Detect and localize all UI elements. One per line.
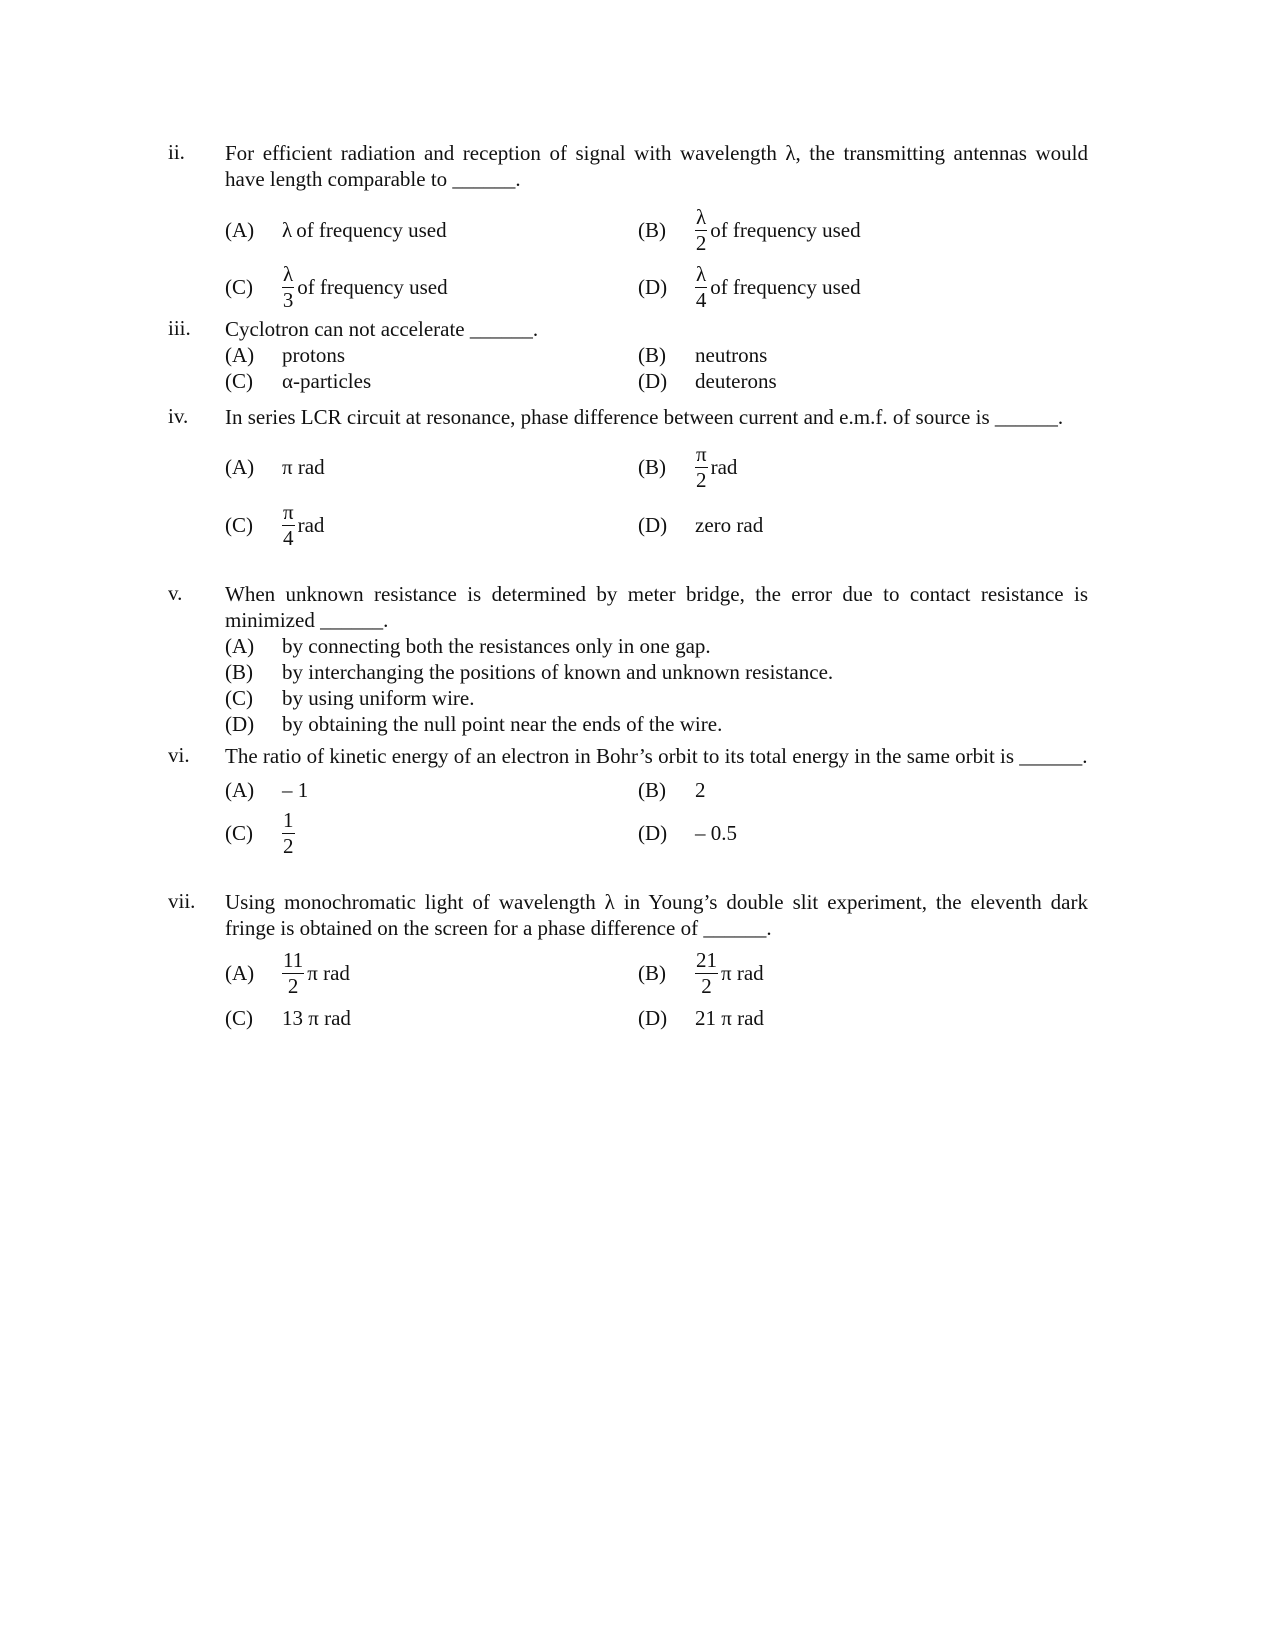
option-b (638, 775, 1088, 805)
fraction-numerator: λ (283, 262, 294, 286)
option-label: (C) (225, 368, 253, 393)
options-grid (225, 945, 1088, 1035)
question-stem: When unknown resistance is determined by meter bridge, the error due to contact resistance is minimized ______. (225, 582, 1088, 632)
option-label: (C) (225, 275, 253, 299)
fraction (282, 807, 295, 858)
options-grid (225, 202, 1088, 316)
option-a (225, 342, 638, 368)
fraction-denominator: 4 (283, 525, 294, 550)
option-text: rad (710, 454, 738, 479)
question-number: iii. (168, 316, 191, 340)
option-label: (A) (225, 633, 255, 658)
option-text: π rad (307, 960, 350, 985)
question-body (225, 316, 1088, 394)
question-iv (168, 404, 1088, 554)
option-a (225, 202, 638, 259)
question-number: ii. (168, 140, 185, 164)
option-label: (D) (638, 368, 668, 393)
option-text: rad (297, 512, 325, 537)
fraction (695, 441, 708, 492)
option-label: (A) (225, 454, 255, 479)
question-stem: For efficient radiation and reception of signal with wavelength λ, the transmitting antennas would have length comparable to ______. (225, 141, 1088, 191)
question-vii (168, 889, 1088, 1035)
option-a (225, 945, 638, 1001)
fraction-denominator: 4 (695, 288, 707, 312)
option-d (638, 1001, 1088, 1035)
fraction-numerator: π (696, 441, 707, 466)
option-label: (A) (225, 777, 255, 802)
fraction-denominator: 3 (282, 288, 294, 312)
fraction-denominator: 2 (696, 467, 707, 492)
option-text: π rad (282, 454, 325, 479)
fraction-numerator: 11 (283, 947, 304, 972)
option-label: (B) (225, 659, 253, 684)
option-label: (A) (225, 342, 255, 367)
question-number: vii. (168, 889, 196, 913)
option-text: π rad (721, 960, 764, 985)
option-label: (C) (225, 820, 253, 845)
question-body (225, 140, 1088, 316)
option-label: (D) (638, 275, 668, 299)
option-text: by obtaining the null point near the ends of the wire. (282, 711, 723, 736)
option-text: – 1 (282, 777, 309, 802)
option-label: (A) (225, 960, 255, 985)
option-label: (B) (638, 960, 666, 985)
option-b (638, 202, 1088, 259)
question-number: iv. (168, 404, 189, 428)
question-stem: Cyclotron can not accelerate ______. (225, 317, 539, 341)
option-c (225, 805, 638, 861)
option-c (225, 496, 638, 554)
question-body (225, 581, 1088, 737)
fraction (282, 499, 295, 550)
option-label: (B) (638, 454, 666, 479)
question-number: v. (168, 581, 183, 605)
question-stem: Using monochromatic light of wavelength λ in Young’s double slit experiment, the eleventh dark fringe is obtained on the screen for a phase difference of ______. (225, 890, 1088, 940)
option-symbol: λ (282, 218, 293, 242)
option-a (225, 775, 638, 805)
option-c (225, 259, 638, 316)
option-text: neutrons (695, 342, 768, 367)
option-label: (B) (638, 777, 666, 802)
option-d (225, 711, 1088, 737)
fraction (695, 947, 718, 998)
fraction-numerator: π (283, 499, 294, 524)
question-number: vi. (168, 743, 190, 767)
question-body (225, 404, 1088, 554)
option-label: (D) (225, 711, 255, 736)
options-grid (225, 775, 1088, 861)
option-c (225, 368, 638, 394)
option-b (225, 659, 1088, 685)
question-iii (168, 316, 1088, 394)
option-a (225, 438, 638, 496)
option-text: 21 π rad (695, 1005, 764, 1030)
option-b (638, 438, 1088, 496)
option-text: of frequency used (297, 275, 448, 299)
option-c (225, 685, 1088, 711)
option-text: deuterons (695, 368, 777, 393)
fraction-denominator: 2 (695, 231, 707, 255)
option-label: (C) (225, 685, 253, 710)
option-text: protons (282, 342, 345, 367)
option-label: (A) (225, 218, 255, 242)
fraction-denominator: 2 (283, 833, 294, 858)
option-text: by connecting both the resistances only in one gap. (282, 633, 711, 658)
fraction (695, 207, 707, 254)
option-a (225, 633, 1088, 659)
option-text: zero rad (695, 512, 764, 537)
question-stem: In series LCR circuit at resonance, phase difference between current and e.m.f. of source is ______. (225, 405, 1064, 429)
option-b (638, 342, 1088, 368)
option-text: 2 (695, 777, 706, 802)
option-label: (C) (225, 512, 253, 537)
option-label: (D) (638, 1005, 668, 1030)
question-stem: The ratio of kinetic energy of an electron in Bohr’s orbit to its total energy in the same orbit is ______. (225, 744, 1088, 768)
question-ii (168, 140, 1088, 316)
fraction-denominator: 2 (701, 973, 712, 998)
question-vi (168, 743, 1088, 861)
fraction (695, 264, 707, 311)
option-label: (B) (638, 342, 666, 367)
option-b (638, 945, 1088, 1001)
fraction (282, 264, 294, 311)
fraction-numerator: λ (696, 205, 707, 229)
option-label: (D) (638, 512, 668, 537)
option-text: by interchanging the positions of known and unknown resistance. (282, 659, 834, 684)
fraction (282, 947, 304, 998)
option-text: α-particles (282, 368, 372, 393)
option-text: of frequency used (296, 218, 447, 242)
option-d (638, 368, 1088, 394)
option-c (225, 1001, 638, 1035)
fraction-numerator: 21 (696, 947, 717, 972)
question-body (225, 743, 1088, 861)
options-grid (225, 342, 1088, 394)
option-d (638, 805, 1088, 861)
options-grid (225, 438, 1088, 554)
question-v (168, 581, 1088, 737)
fraction-numerator: 1 (283, 807, 294, 832)
option-d (638, 259, 1088, 316)
option-d (638, 496, 1088, 554)
option-text: by using uniform wire. (282, 685, 475, 710)
option-label: (D) (638, 820, 668, 845)
option-label: (B) (638, 218, 666, 242)
option-label: (C) (225, 1005, 253, 1030)
fraction-numerator: λ (696, 262, 707, 286)
option-text: of frequency used (710, 218, 861, 242)
options-list (225, 633, 1088, 737)
fraction-denominator: 2 (287, 973, 299, 998)
option-text: – 0.5 (695, 820, 737, 845)
option-text: of frequency used (710, 275, 861, 299)
option-text: 13 π rad (282, 1005, 351, 1030)
question-body (225, 889, 1088, 1035)
